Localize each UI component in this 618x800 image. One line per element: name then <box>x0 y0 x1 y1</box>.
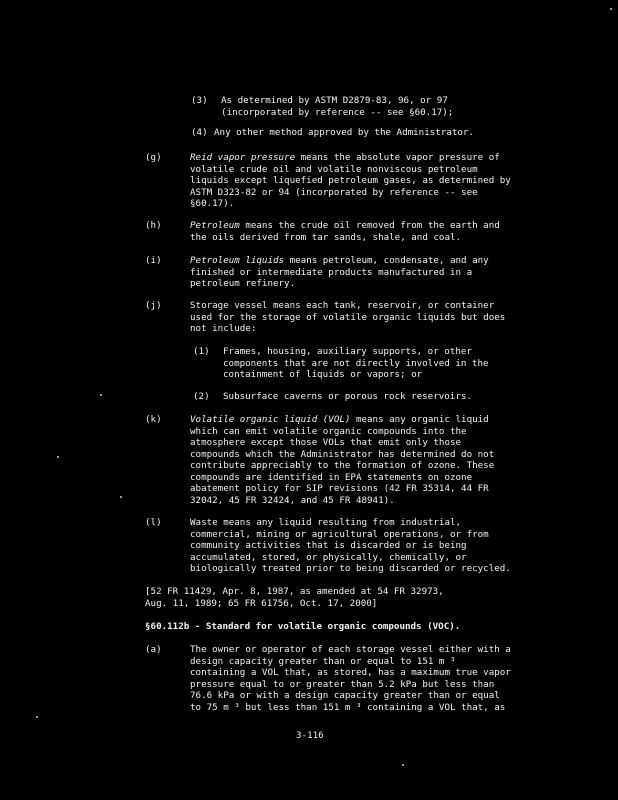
definition-label: (j) <box>145 300 162 311</box>
item-4-text <box>214 127 474 139</box>
text-line: §60.17). <box>190 198 235 209</box>
text-line: atmosphere except those VOLs that emit only those <box>190 437 462 448</box>
defined-term: Petroleum <box>190 220 240 231</box>
text-line: Any other method approved by the Administrator. <box>214 127 474 138</box>
definition-vol <box>190 414 494 506</box>
text-line: means any organic liquid <box>350 414 489 425</box>
definition-petroleum-liquids <box>190 255 489 290</box>
text-line: means the crude oil removed from the earth and <box>239 220 500 231</box>
item-label: (4) <box>191 127 208 138</box>
scan-speck <box>402 764 404 766</box>
text-line: which can emit volatile organic compounds into the <box>190 425 467 437</box>
definition-waste <box>190 517 511 575</box>
text-line: (incorporated by reference -- see §60.17); <box>221 106 454 118</box>
scan-speck <box>57 456 59 458</box>
text-line: containment of liquids or vapors; or <box>223 369 423 380</box>
text-line: ASTM D323-82 or 94 (incorporated by reference -- see <box>190 186 478 198</box>
text-line: means the absolute vapor pressure of <box>295 152 500 163</box>
definition-reid-vapor-pressure <box>190 152 511 210</box>
definition-label: (h) <box>145 220 162 231</box>
text-line: compounds which the Administrator has determined do not <box>190 448 495 460</box>
text-line: means petroleum, condensate, and any <box>284 255 489 266</box>
item-3-text <box>221 95 453 118</box>
citation <box>145 586 444 609</box>
text-line: The owner or operator of each storage vessel either with a <box>190 644 511 655</box>
text-line: not include: <box>190 323 257 334</box>
definition-petroleum <box>190 220 500 243</box>
item-label: (3) <box>191 95 208 106</box>
item-label: (1) <box>193 346 210 357</box>
text-line: 76.6 kPa or with a design capacity greater than or equal <box>190 690 500 701</box>
section-heading: §60.112b - Standard for volatile organic compounds (VOC). <box>145 621 461 632</box>
text-line: abatement policy for SIP revisions (42 FR 35314, 44 FR <box>190 483 489 494</box>
text-line: As determined by ASTM D2879-83, 96, or 97 <box>221 95 448 106</box>
text-line: design capacity greater than or equal to 151 m ³ <box>190 655 456 667</box>
text-line: used for the storage of volatile organic liquids but does <box>190 311 506 323</box>
text-line: 32042, 45 FR 32424, and 45 FR 48941). <box>190 494 395 506</box>
text-line: community activities that is discarded or is being <box>190 540 467 551</box>
text-line: compounds are identified in EPA statements on ozone <box>190 471 473 483</box>
scan-speck <box>36 716 38 718</box>
text-line: the oils derived from tar sands, shale, and coal. <box>190 231 462 243</box>
text-line: [52 FR 11429, Apr. 8, 1987, as amended at 54 FR 32973, <box>145 586 444 597</box>
item-label: (a) <box>145 644 162 655</box>
scan-speck <box>100 394 102 396</box>
text-line: Storage vessel means each tank, reservoir, or container <box>190 300 495 311</box>
defined-term: Petroleum liquids <box>190 255 285 266</box>
text-line: Aug. 11, 1989; 65 FR 61756, Oct. 17, 2000] <box>145 597 378 609</box>
text-line: Frames, housing, auxiliary supports, or other <box>223 346 472 357</box>
text-line: components that are not directly involved in the <box>223 357 489 369</box>
text-line: to 75 m ³ but less than 151 m ³ containing a VOL that, as <box>190 701 506 713</box>
scan-speck <box>610 8 612 10</box>
item-label: (2) <box>193 391 210 402</box>
exclusion-2-text <box>223 391 472 403</box>
exclusion-1-text <box>223 346 489 381</box>
definition-storage-vessel <box>190 300 505 335</box>
text-line: containing a VOL that, as stored, has a maximum true vapor <box>190 667 511 678</box>
text-line: Subsurface caverns or porous rock reservoirs. <box>223 391 472 402</box>
definition-label: (k) <box>145 414 162 425</box>
text-line: Waste means any liquid resulting from industrial, <box>190 517 462 528</box>
definition-label: (g) <box>145 152 162 163</box>
standard-a-text <box>190 644 511 713</box>
text-line: biologically treated prior to being discarded or recycled. <box>190 563 511 574</box>
scan-speck <box>120 496 122 498</box>
text-line: volatile crude oil and volatile nonviscous petroleum <box>190 163 478 175</box>
defined-term: Volatile organic liquid (VOL) <box>190 414 351 425</box>
text-line: petroleum refinery. <box>190 278 296 289</box>
definition-label: (l) <box>145 517 162 528</box>
text-line: accumulated, stored, or physically, chemically, or <box>190 551 467 563</box>
page-number: 3-116 <box>296 730 324 741</box>
text-line: commercial, mining or agricultural operations, or from <box>190 528 489 540</box>
text-line: contribute appreciably to the formation of ozone. These <box>190 460 495 471</box>
text-line: finished or intermediate products manufactured in a <box>190 266 473 278</box>
definition-label: (i) <box>145 255 162 266</box>
text-line: liquids except liquefied petroleum gases, as determined by <box>190 175 511 186</box>
defined-term: Reid vapor pressure <box>190 152 296 163</box>
text-line: pressure equal to or greater than 5.2 kPa but less than <box>190 678 495 690</box>
